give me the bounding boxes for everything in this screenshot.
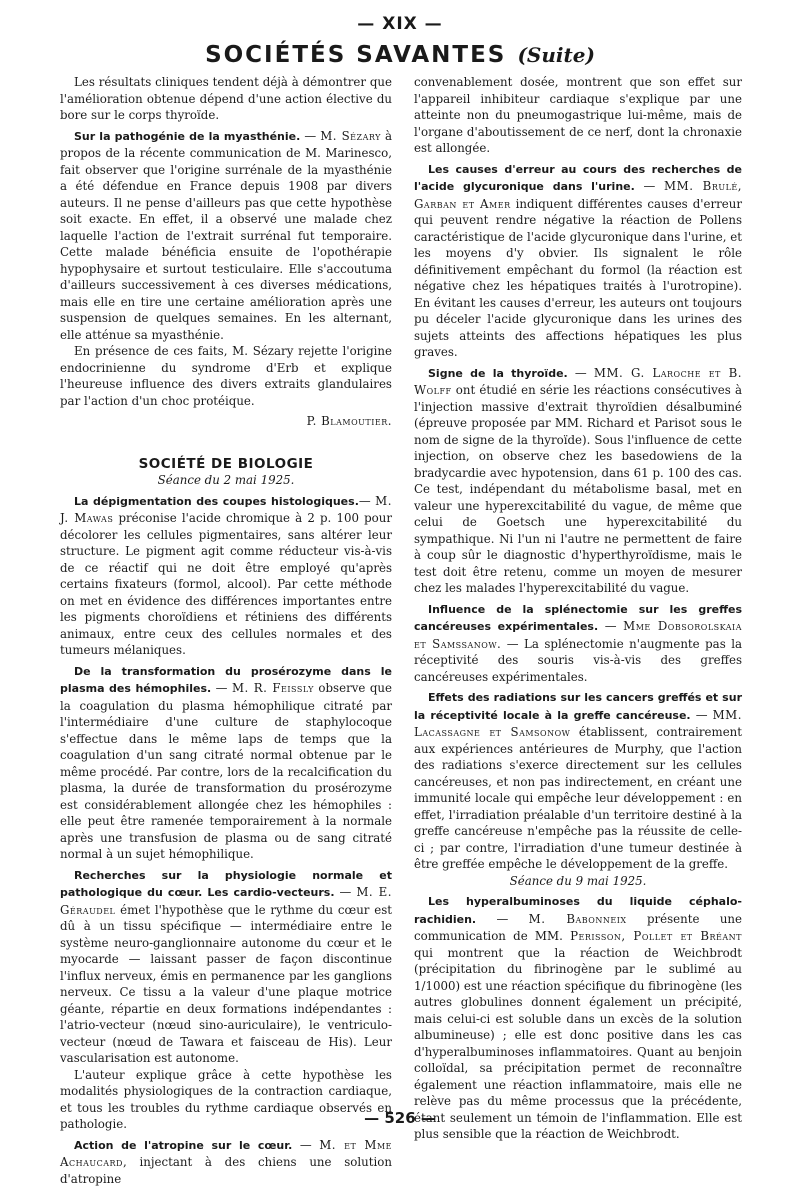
entry-text: observe que la coagulation du plasma hémophilique citraté par l'intermédiaire d'une culture de staphylocoque s'effectue dans le même laps de temps que la coagulation d'un sang citraté normal obtenue par le même procédé. Par contre, lors de la recalcification du plasma, la durée de transformation du prosérozyme est considérablement allongée chez les hémophiles : elle peut être ramenée temporairement à la normale après une transfusion de plasma ou de sang citraté normal à un sujet hémophilique. <box>60 681 392 861</box>
entry-text: à propos de la récente communication de M. Marinesco, fait observer que l'origine surrénale de la myasthénie a été défendue en France depuis 1908 par divers auteurs. Il ne pense d'ailleurs pas que cette hypothèse soit exacte. En effet, il a observé une malade chez laquelle l'action de l'extrait surrénal fut temporaire. Cette malade bénéficia ensuite de l'opothérapie hypophysaire et surtout testiculaire. Elle s'accoutuma d'ailleurs successivement à ces diverses médications, mais elle en tire une certaine amélioration après une suspension de quelques semaines. En les alternant, elle atténue sa myasthénie. <box>60 129 392 342</box>
cardio-vecteurs-entry: Recherches sur la physiologie normale et pathologique du cœur. Les cardio-vecteurs. — M. E. Géraudel émet l'hypothèse que le rythme du cœur est dû à un tissu spécifique — intermédiaire entre le système neuro-ganglionnaire autonome du cœur et le myocarde — laissant passer de façon discontinue l'influx nerveux, émis en permanence par les ganglions nerveux. Ce tissu a la valeur d'une plaque motrice géante, répartie en deux formations indépendantes : l'atrio-vecteur (nœud sino-auriculaire), le ventriculo-vecteur (nœud de Tawara et faisceau de His). Leur vascularisation est autonome. <box>60 867 392 1067</box>
entry-title: De la transformation du prosérozyme dans le plasma des hémophiles. <box>60 665 392 696</box>
entry-author: MM. G. Laroche et B. Wolff <box>414 366 742 398</box>
roman-page-number: — XIX — <box>0 14 800 34</box>
myasthenie-entry: Sur la pathogénie de la myasthénie. — M. Sézary à propos de la récente communication de M. Marinesco, fait observer que l'origine surrénale de la myasthénie a été défendue en France depuis 1908 par divers auteurs. Il ne pense d'ailleurs pas que cette hypothèse soit exacte. En effet, il a observé une malade chez laquelle l'action de l'extrait surrénal fut temporaire. Cette malade bénéficia ensuite de l'opothérapie hypophysaire et surtout testiculaire. Elle s'accoutuma d'ailleurs successivement à ces diverses médications, mais elle en tire une certaine amélioration après une suspension de quelques semaines. En les alternant, elle atténue sa myasthénie. <box>60 128 392 344</box>
depigmentation-entry: La dépigmentation des coupes histologiques.— M. J. Mawas préconise l'acide chromique à 2 p. 100 pour décolorer les cellules pigmentaires, sans altérer leur structure. Le pigment agit comme réducteur vis-à-vis de ce réactif qui ne doit être employé qu'après certains fixateurs (formol, alcool). Par cette méthode on met en évidence des différences importantes entre les pigments choroïdiens et rétiniens des différents animaux, entre ceux des cellules normales et des tumeurs mélaniques. <box>60 493 392 659</box>
entry-text: indiquent différentes causes d'erreur qui peuvent rendre négative la réaction de Pollens caractéristique de l'acide glycuronique dans l'urine, et les moyens d'y obvier. Ils signalent le rôle définitivement empêchant du formol (la réaction est négative chez les hépatiques traités à l'urotropine). En évitant les causes d'erreur, les auteurs ont toujours pu déceler l'acide glycuronique dans les urines des sujets atteints des affections hépatiques les plus graves. <box>414 197 742 360</box>
page-title-main: SOCIÉTÉS SAVANTES <box>205 42 506 68</box>
section-title: SOCIÉTÉ DE BIOLOGIE <box>60 456 392 473</box>
entry-title: Recherches sur la physiologie normale et pathologique du cœur. Les cardio-vecteurs. <box>60 869 392 900</box>
intro-paragraph: Les résultats cliniques tendent déjà à démontrer que l'amélioration obtenue dépend d'une action élective du bore sur le corps thyroïde. <box>60 74 392 124</box>
entry-title: Sur la pathogénie de la myasthénie. <box>74 130 300 143</box>
entry-text: , injectant à des chiens une solution d'atropine <box>60 1155 392 1186</box>
radiations-entry: Effets des radiations sur les cancers greffés et sur la réceptivité locale à la greffe cancéreuse. — MM. Lacassagne et Samsonow établissent, contrairement aux expériences antérieures de Murphy, que l'action des radiations s'exerce directement sur les cellules cancéreuses, et non pas indirectement, en créant une immunité locale qui empêche leur développement : en effet, l'irradiation préalable d'un territoire destiné à la greffe cancéreuse n'empêche pas la réussite de celle-ci ; par contre, l'irradiation d'une tumeur destinée à être greffée empêche le développement de la greffe. <box>414 689 742 873</box>
entry-author: M. R. Feissly <box>232 681 314 695</box>
entry-author: MM. Lacassagne et Samsonow <box>414 708 742 740</box>
entry-author: M. Babonneix <box>529 912 627 926</box>
atropine-entry: Action de l'atropine sur le cœur. — M. et Mme Achaucard, injectant à des chiens une solution d'atropine <box>60 1137 392 1187</box>
entry-title: La dépigmentation des coupes histologiques. <box>74 495 359 508</box>
entry-author: Mme Dobsorolskaia et Samssanow. <box>414 619 742 651</box>
entry-author: M. et Mme Achaucard <box>60 1138 392 1170</box>
entry-text-continued: qui montrent que la réaction de Weichbrodt (précipitation du fibrinogène par le sublimé au 1/1000) est une réaction spécifique du fibrinogène (les autres globulines donnent également un précipité, mais celui-ci est soluble dans un excès de la solution albumineuse) ; elle est donc positive dans les cas d'hyperalbuminoses inflammatoires. Quant au benjoin colloïdal, sa précipitation permet de reconnaître également une réaction inflammatoire, mais elle ne relève pas du même processus que la précédente, étant seulement un témoin de l'inflammation. Elle est plus sensible que la réaction de Weichbrodt. <box>414 946 742 1142</box>
entry-author: M. E. Géraudel <box>60 885 392 917</box>
entry-title: Action de l'atropine sur le cœur. <box>74 1139 292 1152</box>
hyperalbuminoses-entry: Les hyperalbuminoses du liquide céphalo-rachidien. — M. Babonneix présente une communication de MM. Perisson, Pollet et Bréant qui montrent que la réaction de Weichbrodt (précipitation du fibrinogène par le sublimé au 1/1000) est une réaction spécifique du fibrinogène (les autres globulines donnent également un précipité, mais celui-ci est soluble dans un excès de la solution albumineuse) ; elle est donc positive dans les cas d'hyperalbuminoses inflammatoires. Quant au benjoin colloïdal, sa précipitation permet de reconnaître également une réaction inflammatoire, mais elle ne relève pas du même processus que la précédente, étant seulement un témoin de l'inflammation. Elle est plus sensible que la réaction de Weichbrodt. <box>414 893 742 1143</box>
entry-title: Signe de la thyroïde. <box>428 367 568 380</box>
left-column <box>60 74 392 1187</box>
right-column <box>414 74 742 1143</box>
page-title <box>0 42 800 68</box>
splenectomie-entry: Influence de la splénectomie sur les greffes cancéreuses expérimentales. — Mme Dobsorolskaia et Samssanow. — La splénectomie n'augmente pas la réceptivité des souris vis-à-vis des greffes cancéreuses expérimentales. <box>414 601 742 686</box>
entry-text: présente une communication de MM. <box>414 912 742 944</box>
atropine-continuation: convenablement dosée, montrent que son effet sur l'appareil inhibiteur cardiaque s'explique par une atteinte non du pneumogastrique lui-même, mais de l'organe d'aboutissement de ce nerf, dont la chronaxie est allongée. <box>414 74 742 157</box>
glycuronique-entry: Les causes d'erreur au cours des recherches de l'acide glycuronique dans l'urine. — MM. Brulé, Garban et Amer indiquent différentes causes d'erreur qui peuvent rendre négative la réaction de Pollens caractéristique de l'acide glycuronique dans l'urine, et les moyens d'y obvier. Ils signalent le rôle définitivement empêchant du formol (la réaction est négative chez les hépatiques traités à l'urotropine). En évitant les causes d'erreur, les auteurs ont toujours pu déceler l'acide glycuronique dans les urines des sujets atteints des affections hépatiques les plus graves. <box>414 161 742 361</box>
seance-date: Séance du 9 mai 1925. <box>414 873 742 890</box>
entry-title: Effets des radiations sur les cancers greffés et sur la réceptivité locale à la greffe cancéreuse. <box>414 691 742 722</box>
page-number: — 526 — <box>0 1109 800 1127</box>
entry-text: ont étudié en série les réactions consécutives à l'injection massive d'extrait thyroïdien désalbuminé (épreuve proposée par MM. Richard et Parisot sous le nom de signe de la thyroïde). Sous l'influence de cette injection, on observe chez les basedowiens de la bradycardie avec hypotension, dans 61 p. 100 des cas. Ce test, indépendant du métabolisme basal, met en valeur une hyperexcitabilité du vague, de même que celui de Goetsch une hyperexcitabilité du sympathique. Ni l'un ni l'autre ne permettent de faire à coup sûr le diagnostic d'hyperthyroïdisme, mais le test doit être retenu, comme un moyen de mesurer chez les malades l'hyperexcitabilité du vague. <box>414 383 742 595</box>
section-date: Séance du 2 mai 1925. <box>60 472 392 489</box>
entry-title: Les causes d'erreur au cours des recherches de l'acide glycuronique dans l'urine. <box>414 163 742 194</box>
myasthenie-paragraph-2: En présence de ces faits, M. Sézary rejette l'origine endocrinienne du syndrome d'Erb et explique l'heureuse influence des divers extraits glandulaires par l'action d'un choc protéique. <box>60 343 392 409</box>
entry-author: MM. Brulé, Garban et Amer <box>414 179 742 211</box>
entry-text: émet l'hypothèse que le rythme du cœur est dû à un tissu spécifique — intermédiaire entre le système neuro-ganglionnaire autonome du cœur et le myocarde — laissant passer de façon discontinue l'influx nerveux, émis en permanence par les ganglions nerveux. Ce tissu a la valeur d'une plaque motrice géante, répartie en deux formations indépendantes : l'atrio-vecteur (nœud sino-auriculaire), le ventriculo-vecteur (nœud de Tawara et faisceau de His). Leur vascularisation est autonome. <box>60 903 392 1066</box>
entry-title: Les hyperalbuminoses du liquide céphalo-rachidien. <box>414 895 742 926</box>
proserozyme-entry: De la transformation du prosérozyme dans le plasma des hémophiles. — M. R. Feissly observe que la coagulation du plasma hémophilique citraté par l'intermédiaire d'une culture de staphylocoque s'effectue dans le même laps de temps que la coagulation d'un sang citraté normal obtenue par le même procédé. Par contre, lors de la recalcification du plasma, la durée de transformation du prosérozyme est considérablement allongée chez les hémophiles : elle peut être ramenée temporairement à la normale après une transfusion de plasma ou de sang citraté normal à un sujet hémophilique. <box>60 663 392 863</box>
entry-text: établissent, contrairement aux expériences antérieures de Murphy, que l'action des radiations s'exerce directement sur les cellules cancéreuses, et non pas indirectement, en créant une immunité locale qui empêche leur développement : en effet, l'irradiation préalable d'un territoire destiné à la greffe cancéreuse n'empêche pas la réussite de celle-ci ; par contre, l'irradiation d'une tumeur destinée à être greffée empêche le développement de la greffe. <box>414 725 742 871</box>
entry-text: préconise l'acide chromique à 2 p. 100 pour décolorer les cellules pigmentaires, sans altérer leur structure. Le pigment agit comme réducteur vis-à-vis de ce réactif qui ne doit être employé qu'après certains fixateurs (formol, alcool). Par cette méthode on met en évidence des différences importantes entre les pigments choroïdiens et rétiniens des différents animaux, entre ceux des cellules normales et des tumeurs mélaniques. <box>60 511 392 657</box>
thyroide-entry: Signe de la thyroïde. — MM. G. Laroche et B. Wolff ont étudié en série les réactions consécutives à l'injection massive d'extrait thyroïdien désalbuminé (épreuve proposée par MM. Richard et Parisot sous le nom de signe de la thyroïde). Sous l'influence de cette injection, on observe chez les basedowiens de la bradycardie avec hypotension, dans 61 p. 100 des cas. Ce test, indépendant du métabolisme basal, met en valeur une hyperexcitabilité du vague, de même que celui de Goetsch une hyperexcitabilité du sympathique. Ni l'un ni l'autre ne permettent de faire à coup sûr le diagnostic d'hyperthyroïdisme, mais le test doit être retenu, comme un moyen de mesurer chez les malades l'hyperexcitabilité du vague. <box>414 365 742 597</box>
entry-author: M. Sézary <box>320 129 381 143</box>
signature: P. Blamoutier. <box>60 413 392 430</box>
entry-text: La splénectomie n'augmente pas la réceptivité des souris vis-à-vis des greffes cancéreuses expérimentales. <box>414 637 742 684</box>
entry-coauthors: Perisson, Pollet et Bréant <box>570 929 742 943</box>
entry-title: Influence de la splénectomie sur les greffes cancéreuses expérimentales. <box>414 603 742 634</box>
page-title-suffix: (Suite) <box>517 43 594 67</box>
entry-author: M. J. Mawas <box>60 494 392 526</box>
cardio-vecteurs-paragraph-2: L'auteur explique grâce à cette hypothèse les modalités physiologiques de la contraction cardiaque, et tous les troubles du rythme cardiaque observés en pathologie. <box>60 1067 392 1133</box>
